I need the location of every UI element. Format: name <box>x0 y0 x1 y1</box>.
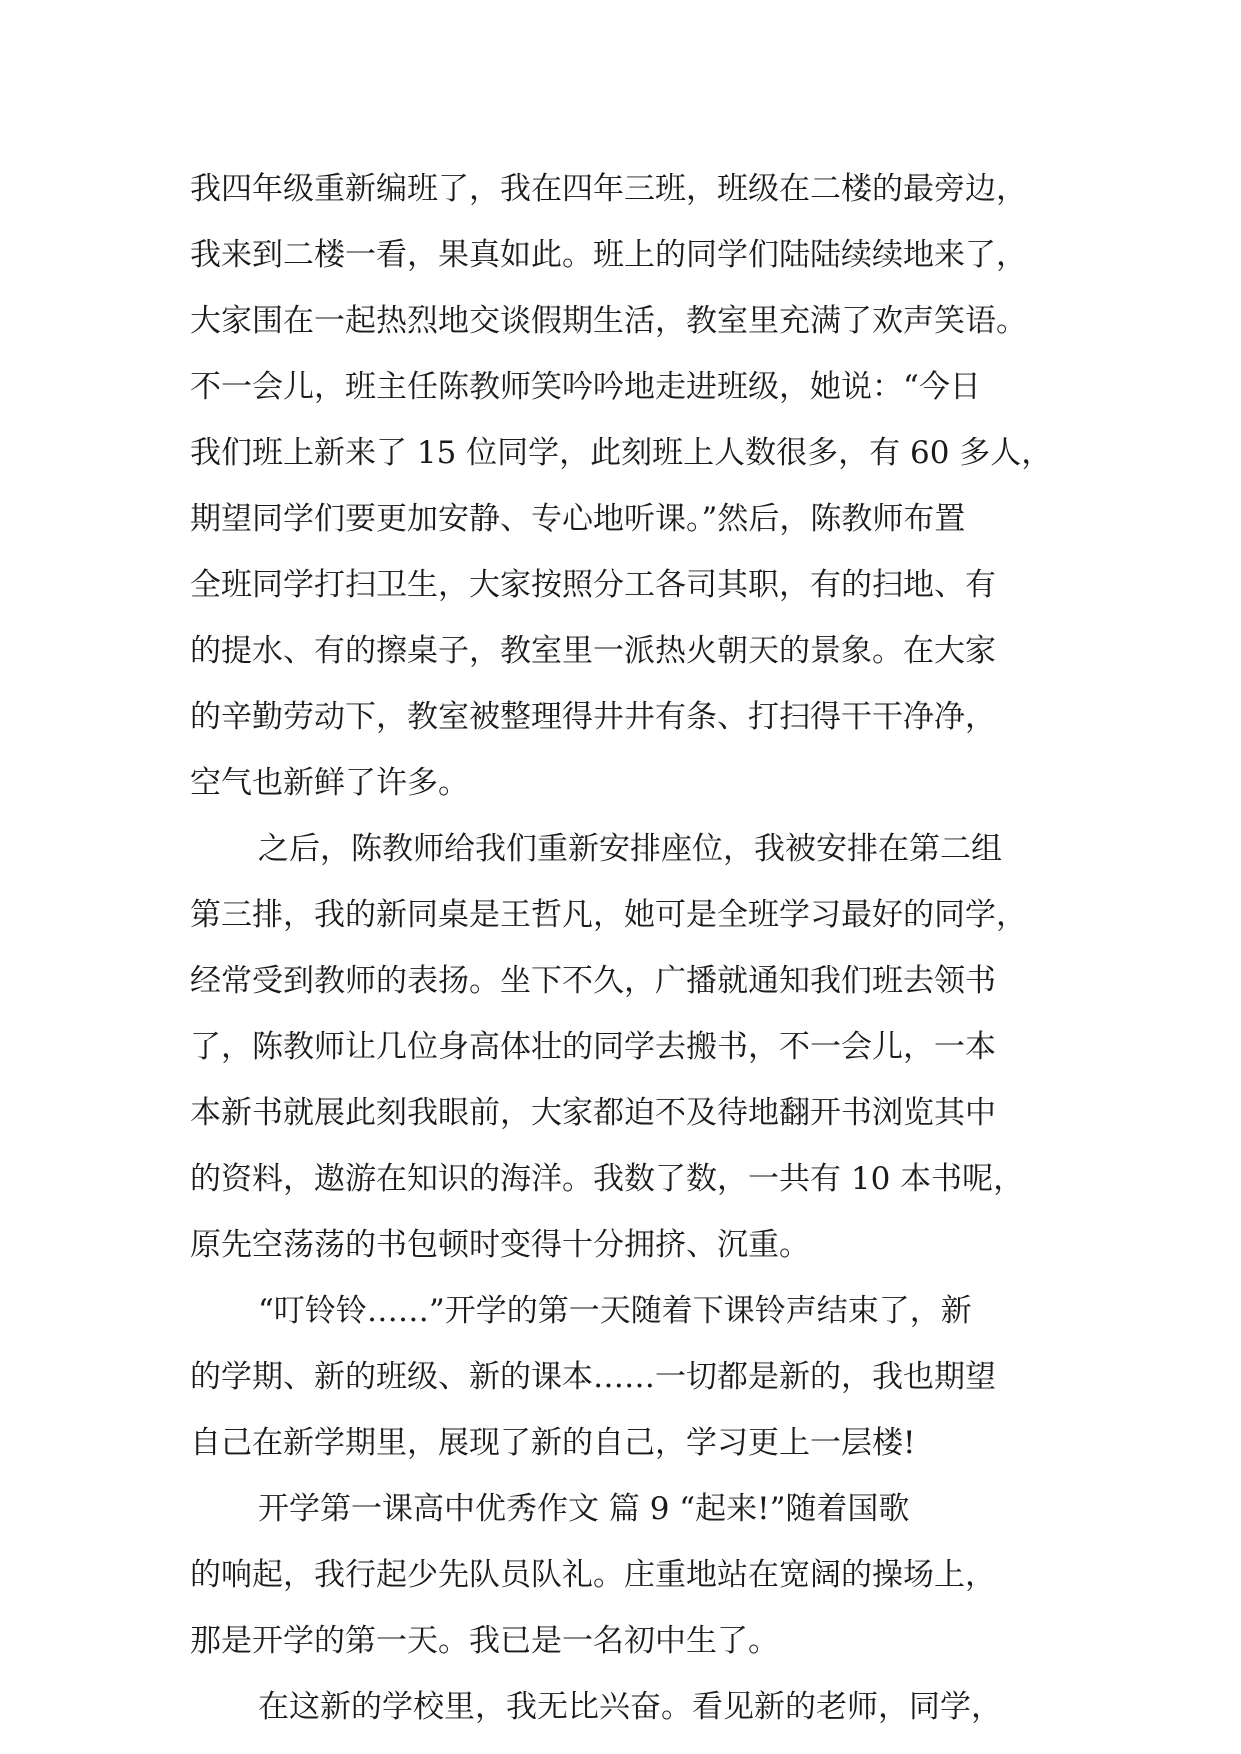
text-line: 的辛勤劳动下，教室被整理得井井有条、打扫得干干净净， <box>190 699 996 735</box>
paragraph-start-line: “叮铃铃……”开学的第一天随着下课铃声结束了，新 <box>258 1293 972 1329</box>
text-line: 空气也新鲜了许多。 <box>190 765 469 801</box>
section-heading-line: 开学第一课高中优秀作文 篇 9 “起来!”随着国歌 <box>258 1491 910 1527</box>
text-line: 的响起，我行起少先队员队礼。庄重地站在宽阔的操场上， <box>190 1557 996 1593</box>
text-line: 原先空荡荡的书包顿时变得十分拥挤、沉重。 <box>190 1227 810 1263</box>
text-line: 的学期、新的班级、新的课本……一切都是新的，我也期望 <box>190 1359 996 1395</box>
text-line: 的资料，遨游在知识的海洋。我数了数，一共有 10 本书呢， <box>190 1161 1025 1197</box>
text-line: 自己在新学期里，展现了新的自己，学习更上一层楼! <box>190 1425 916 1461</box>
text-line: 本新书就展此刻我眼前，大家都迫不及待地翻开书浏览其中 <box>190 1095 996 1131</box>
text-line: 期望同学们要更加安静、专心地听课。”然后，陈教师布置 <box>190 501 966 537</box>
text-line: 的提水、有的擦桌子，教室里一派热火朝天的景象。在大家 <box>190 633 996 669</box>
text-line: 大家围在一起热烈地交谈假期生活，教室里充满了欢声笑语。 <box>190 303 1027 339</box>
paragraph-start-line: 在这新的学校里，我无比兴奋。看见新的老师，同学， <box>258 1689 1002 1725</box>
body-text <box>190 156 1090 1740</box>
text-line: 了，陈教师让几位身高体壮的同学去搬书，不一会儿，一本 <box>190 1029 996 1065</box>
text-line: 经常受到教师的表扬。坐下不久，广播就通知我们班去领书 <box>190 963 996 999</box>
text-line: 不一会儿，班主任陈教师笑吟吟地走进班级，她说：“今日 <box>190 369 981 405</box>
text-line: 那是开学的第一天。我已是一名初中生了。 <box>190 1623 779 1659</box>
text-line: 我四年级重新编班了，我在四年三班，班级在二楼的最旁边， <box>190 171 1027 207</box>
text-line: 第三排，我的新同桌是王哲凡，她可是全班学习最好的同学， <box>190 897 1027 933</box>
text-line: 我来到二楼一看，果真如此。班上的同学们陆陆续续地来了， <box>190 237 1027 273</box>
paragraph-start-line: 之后，陈教师给我们重新安排座位，我被安排在第二组 <box>258 831 1002 867</box>
text-line: 全班同学打扫卫生，大家按照分工各司其职，有的扫地、有 <box>190 567 996 603</box>
text-line: 我们班上新来了 15 位同学，此刻班上人数很多，有 60 多人， <box>190 435 1053 471</box>
